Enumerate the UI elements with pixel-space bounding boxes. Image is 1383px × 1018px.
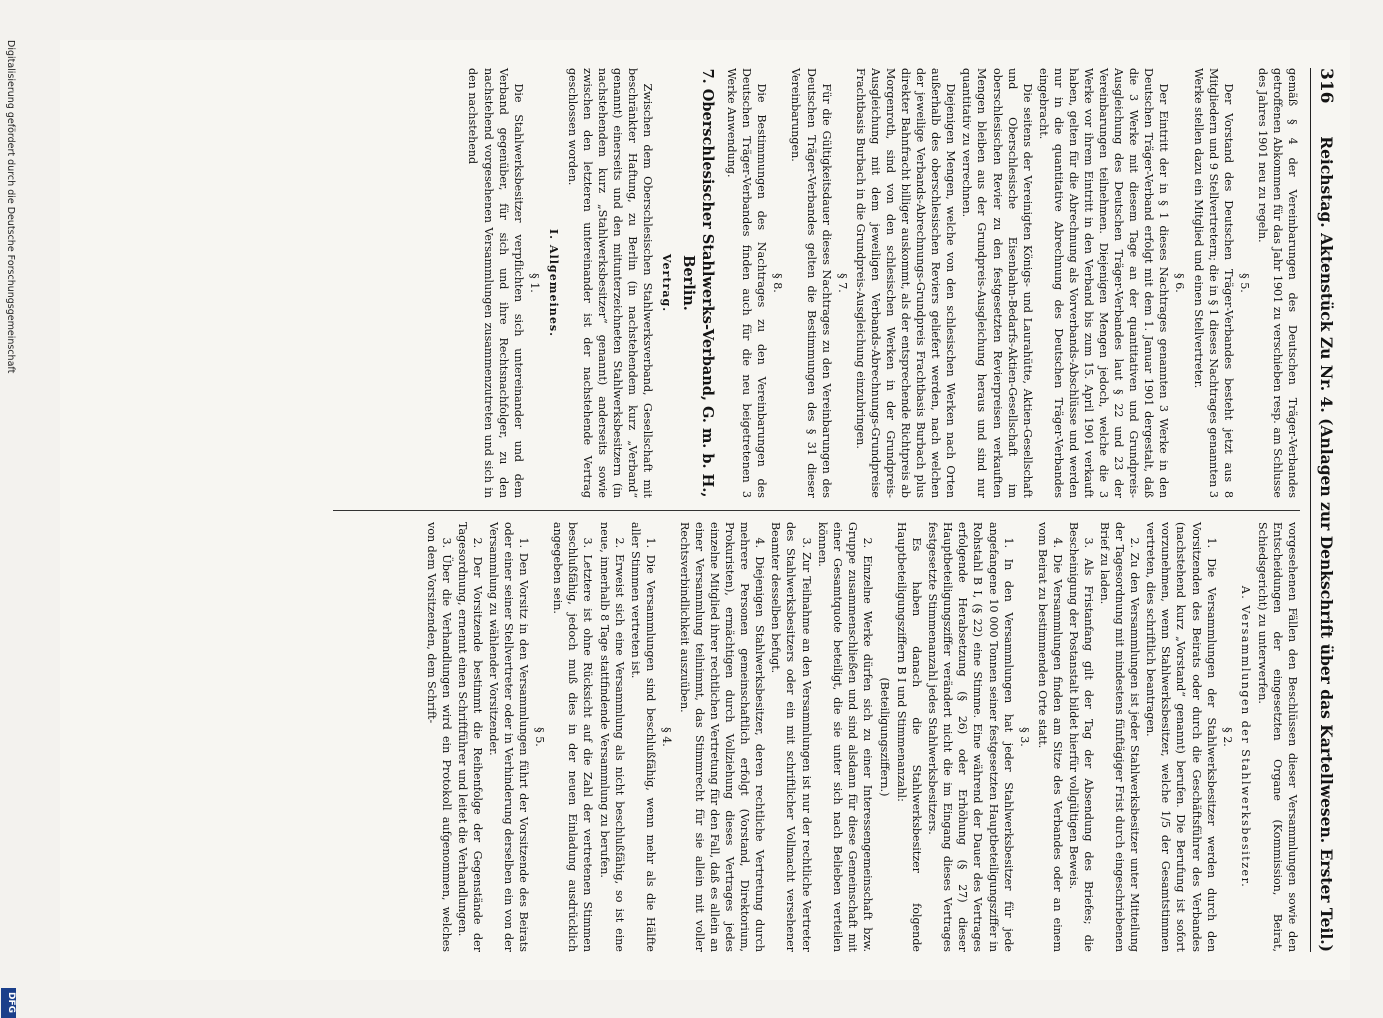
page-title: Reichstag. Aktenstück Zu Nr. 4. (Anlagen zur Denkschrift über das Kartellwesen. Erster Teil.) [1317,136,1336,952]
section-mark: § 4. [659,727,673,747]
paragraph: 3. Letztere ist ohne Rücksicht auf die Zahl der vertretenen Stimmen beschlußfähig, jedoch muß dies in der neuen Einladung ausdrücklich angegeben sein. [551,522,595,952]
section-mark: § 6. [1173,273,1187,293]
contract-heading: Vertrag. [660,253,674,313]
document-page [60,40,1350,980]
section-mark: § 5. [1237,273,1251,293]
paragraph: 2. Einzelne Werke dürfen sich zu einer Interessengemeinschaft bzw. Gruppe zusammenschließen und sind alsdann für diese Gemeinschaft mit einer Gesamtquote beteiligt, die sie unter sich nach Belieben verteilen können. [815,522,874,952]
paragraph: 1. In den Versammlungen hat jeder Stahlwerksbesitzer für jede angefangene 10 000 Tonnen seiner festgesetzten Hauptbeteiligungsziffer in Rohstahl B I, (§ 22) eine Stimme. Eine während der Dauer des Vertrages erfolgende Herabsetzung (§ 26) oder Erhöhung (§ 27) dieser Hauptbeteiligungsziffer verändert nicht die im Eingang dieses Vertrages festgesetzte Stimmenanzahl jedes Stahlwerksbesitzers. [926,522,1015,952]
section-mark: § 1. [527,273,541,293]
paragraph: 1. Die Versammlungen sind beschlußfähig, wenn mehr als die Hälfte aller Stimmen vertreten ist. [628,522,657,952]
paragraph: Es haben danach die Stahlwerksbesitzer folgende Hauptbeteiligungsziffern B I und Stimmenanzahl: [895,522,924,952]
paragraph: Die seitens der Vereinigten Königs- und Laurahütte, Aktien-Gesellschaft und Oberschlesische Eisenbahn-Bedarfs-Aktien-Gesellschaft im oberschlesischen Revier zu den festgesetzten Revierpreisen verkauften Mengen bleiben aus der Grundpreis-Ausgleichung heraus und sind nur quantitativ zu verrechnen. [960,68,1034,498]
paragraph: 2. Der Vorsitzende bestimmt die Reihenfolge der Gegenstände der Tagesordnung, ernennt einen Schriftführer und leitet die Verhandlungen. [455,522,484,952]
paragraph: 1. Die Versammlungen der Stahlwerksbesitzer werden durch den Vorsitzenden des Beirats oder durch die Geschäftsführer des Verbandes (nachstehend kurz „Vorstand“ genannt) berufen. Die Berufung ist sofort vorzunehmen, wenn Stahlwerksbesitzer, welche 1/5 der Gesamtstimmen vertreten, dies schriftlich beantragen. [1144,522,1218,952]
text-columns [423,68,1300,952]
paragraph: 2. Zu den Versammlungen ist jeder Stahlwerksbesitzer unter Mitteilung der Tagesordnung mit mindestens fünftägiger Frist durch eingeschriebenen Brief zu laden. [1098,522,1142,952]
page-number: 316 [1316,68,1336,104]
paragraph: 3. Über die Verhandlungen wird ein Protokoll aufgenommen, welches von dem Vorsitzenden, dem Schrift- [424,522,453,952]
paragraph: 3. Als Fristanfang gilt der Tag der Absendung des Briefes; die Bescheinigung der Postanstalt bildet hierfür vollgültigen Beweis. [1066,522,1095,952]
paragraph: vorgesehenen Fällen den Beschlüssen dieser Versammlungen sowie den Entscheidungen der eingesetzten Organe (Kommission, Beirat, Schiedsgericht) zu unterwerfen. [1255,522,1299,952]
paragraph: 2. Erweist sich eine Versammlung als nicht beschlußfähig, so ist eine neue, innerhalb 8 Tage stattfindende Versammlung zu berufen. [597,522,626,952]
paragraph: Die Bestimmungen des Nachtrages zu den Vereinbarungen des Deutschen Träger-Verbandes finden auch für die neu beigetretenen 3 Werke Anwendung. [725,68,769,498]
left-column [423,68,1300,498]
part-heading: A. Versammlungen der Stahlwerksbesitzer. [1238,585,1252,889]
paragraph: Diejenigen Mengen, welche von den schlesischen Werken nach Orten außerhalb des oberschlesischen Reviers geliefert werden, nach welchen der jeweilige Verbands-Abrechnungs-Grundpreis Frachtbasis Burbach plus direkter Bahnfracht billiger auskommt, als der entsprechende Richtpreis ab Morgenroth, sind von den schlesischen Werken in der Grundpreis-Ausgleichung mit dem jeweiligen Verbands-Abrechnungs-Grundpreise Frachtbasis Burbach in die Grundpreis-Ausgleichung einzubringen. [853,68,958,498]
section-mark: § 7. [835,273,849,293]
section-mark: § 3. [1017,727,1031,747]
paragraph: Der Eintritt der in § 1 dieses Nachtrages genannten 3 Werke in den Deutschen Träger-Verband erfolgt mit dem 1. Januar 1901 dergestalt, daß die 3 Werke mit diesem Tage an der quantitativen und Grundpreis-Ausgleichung des Deutschen Träger-Verbandes laut § 22 und 23 der Vereinbarungen teilnehmen. Diejenigen Mengen jedoch, welche die 3 Werke vor ihrem Eintritt in den Verband bis zum 15. April 1901 verkauft haben, gelten für die Abrechnung als Vorverbands-Abschlüsse und werden nur in die quantitative Abrechnung des Deutschen Träger-Verbandes eingebracht. [1036,68,1171,498]
table-placeholder: (Beteiligungsziffern.) [877,677,891,797]
part-heading: I. Allgemeines. [546,228,560,337]
paragraph: Die Stahlwerksbesitzer verpflichten sich untereinander und dem Verband gegenüber, für sich und ihre Rechtsnachfolger, zu den nachstehend vorgesehenen Versammlungen zusammenzutreten und sich in den nachstehend [466,68,525,498]
dfg-logo: DFG [1,988,16,1018]
running-head [1310,68,1336,952]
section-title: 7. Oberschlesischer Stahlwerks-Verband, G. m. b. H., Berlin. [680,68,717,498]
right-column [423,522,1300,952]
paragraph: 3. Zur Teilnahme an den Versammlungen ist nur der rechtliche Vertreter des Stahlwerksbesitzers oder ein mit schriftlicher Vollmacht versehener Beamter desselben befugt. [769,522,813,952]
section-mark: § 8. [771,273,785,293]
credit-text: Digitalisierung gefördert durch die Deutsche Forschungsgemeinschaft [5,40,16,374]
paragraph: Zwischen dem Oberschlesischen Stahlwerksverband, Gesellschaft mit beschränkter Haftung, zu Berlin (in nachstehendem kurz „Verband“ genannt) einerseits und den mitunterzeichneten Stahlwerksbesitzern (in nachstehendem kurz „Stahlwerksbesitzer“ genannt) anderseits sowie zwischen den letzteren untereinander ist der nachstehende Vertrag geschlossen worden. [565,68,655,498]
digitization-credit [0,40,18,1014]
section-mark: § 2. [1220,727,1234,747]
paragraph: Für die Gültigkeitsdauer dieses Nachtrages zu den Vereinbarungen des Deutschen Träger-Verbandes gelten die Bestimmungen des § 31 dieser Vereinbarungen. [789,68,833,498]
section-mark: § 5. [533,727,547,747]
paragraph: Der Vorstand des Deutschen Träger-Verbandes besteht jetzt aus 8 Mitgliedern und 9 Stellvertretern; die in § 1 dieses Nachtrages genannten 3 Werke stellen dazu ein Mitglied und einen Stellvertreter. [1191,68,1235,498]
paragraph: 4. Diejenigen Stahlwerksbesitzer, deren rechtliche Vertretung durch mehrere Personen gemeinschaftlich erfolgt (Vorstand, Direktorium, Prokuristen), ermächtigen durch Vollziehung dieses Vertrages jedes einzelne Mitglied ihrer rechtlichen Vertretung für den Fall, daß es allein an einer Versammlung teilnimmt, das Stimmrecht für sie allein mit voller Rechtsverbindlichkeit auszuüben. [677,522,767,952]
paragraph: 4. Die Versammlungen finden am Sitze des Verbandes oder an einem vom Beirat zu bestimmenden Orte statt. [1035,522,1064,952]
paragraph: 1. Den Vorsitz in den Versammlungen führt der Vorsitzende des Beirats oder einer seiner Stellvertreter oder in Verhinderung derselben ein von der Versammlung zu wählender Vorsitzender. [487,522,531,952]
paragraph: gemäß § 4 der Vereinbarungen des Deutschen Träger-Verbandes getroffenen Abkommen für das Jahr 1901 zu verschieben resp. am Schlusse des Jahres 1901 neu zu regeln. [1255,68,1299,498]
